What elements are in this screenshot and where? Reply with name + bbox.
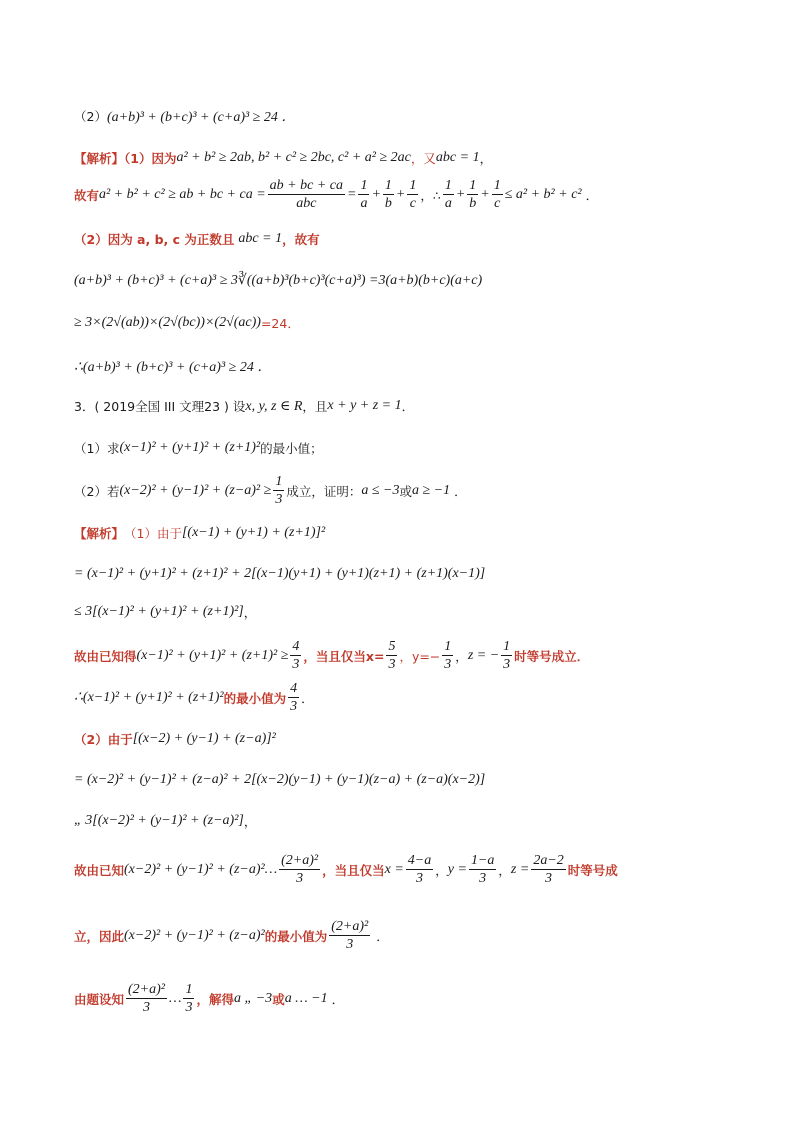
- text-prefix: 故由已知: [74, 862, 125, 878]
- solution-part2-conclusion: [74, 356, 754, 376]
- denominator: 3: [143, 1000, 150, 1016]
- denominator: 3: [545, 871, 553, 887]
- s3-part2-min: [74, 919, 754, 953]
- abc-condition: abc = 1: [435, 150, 480, 165]
- s3-part1-bound: [74, 603, 754, 621]
- denominator: 3: [479, 871, 487, 887]
- square-sum: [(x−2) + (y−1) + (z−a)]²: [132, 731, 276, 746]
- fraction: [183, 982, 194, 1016]
- punct: ．: [401, 399, 415, 414]
- abc-condition: abc = 1: [238, 231, 283, 246]
- numerator: (2+a)²: [279, 853, 320, 870]
- part2-text: （2）因为 a, b, c 为正数且: [74, 232, 235, 247]
- connector-text: ，又: [410, 151, 436, 166]
- fraction: [407, 178, 418, 212]
- q1-expression: (x−1)² + (y+1)² + (z+1)²: [119, 440, 261, 455]
- numerator: (2+a)²: [329, 919, 370, 936]
- or-text: 或: [399, 483, 412, 499]
- fraction: [386, 639, 397, 673]
- q1-label: （1）求: [74, 441, 120, 456]
- numerator: 1: [407, 178, 418, 195]
- numerator: 1: [273, 474, 284, 491]
- q2-statement: [74, 106, 754, 126]
- numerator: 2a−2: [531, 853, 565, 870]
- solution-1: a „ −3: [233, 990, 273, 1006]
- equality-text: ，当且仅当x=: [303, 648, 385, 664]
- solution-part2-amgm: [74, 272, 754, 289]
- fraction: [443, 178, 454, 212]
- cauchy-bound: ≤ 3[(x−1)² + (y+1)² + (z+1)²]: [74, 604, 244, 619]
- fraction: [273, 474, 284, 508]
- fraction: [268, 178, 345, 212]
- solution-part2-bound: [74, 314, 754, 332]
- fraction: [358, 178, 369, 212]
- fraction: [492, 178, 503, 212]
- numerator: 1−a: [469, 853, 496, 870]
- denominator: 3: [290, 699, 298, 715]
- fraction: [406, 853, 433, 887]
- amgm-inequality: (a+b)³ + (b+c)³ + (c+a)³ ≥ 3∛((a+b)³(b+c)³(c+a)³) =3(a+b)(b+c)(a+c): [74, 273, 483, 288]
- equals: =: [347, 186, 357, 202]
- inequality-rhs: ≤ a² + b² + c²: [504, 186, 582, 202]
- product-bound: ≥ 3×(2√(ab))×(2√(bc))×(2√(ac)): [74, 315, 261, 330]
- q2-text: 成立，证明：: [286, 483, 362, 499]
- expansion: = (x−2)² + (y−1)² + (z−a)² + 2[(x−2)(y−1) + (y−1)(z−a) + (z−a)(x−2)]: [74, 772, 486, 787]
- s3-part2-intro: [74, 730, 754, 748]
- numerator: 1: [492, 178, 503, 195]
- fraction: [469, 853, 496, 887]
- solve-text: ，解得: [196, 991, 234, 1007]
- denominator: 3: [185, 1000, 193, 1016]
- fraction: [279, 853, 320, 887]
- numerator: 4: [290, 639, 301, 656]
- s3-part1-equality: [74, 639, 754, 673]
- connector-text: ，且: [302, 399, 328, 414]
- min-text: 的最小值为: [223, 690, 287, 706]
- denominator: 3: [444, 657, 452, 673]
- denominator: b: [384, 196, 392, 212]
- solution-label: 【解析】（1）因为: [74, 151, 177, 166]
- problem-3-q2: [74, 474, 754, 508]
- expression: ∴(x−1)² + (y+1)² + (z+1)²: [74, 690, 224, 706]
- or-text: 或: [272, 991, 285, 1007]
- text-prefix: 立，因此: [74, 928, 125, 944]
- s3-part2-solve: [74, 982, 754, 1016]
- punct: ，: [243, 814, 257, 829]
- solution-2: a … −1: [284, 990, 328, 1006]
- z-value: z = −: [467, 647, 500, 663]
- y-value: y =: [447, 861, 467, 877]
- denominator: abc: [296, 196, 317, 212]
- solution-label: 【解析】: [74, 526, 125, 541]
- text-suffix: ，故有: [282, 232, 320, 247]
- denominator: 3: [416, 871, 424, 887]
- s3-part2-expand: [74, 772, 754, 788]
- s3-part2-bound: [74, 812, 754, 830]
- fraction: [467, 178, 478, 212]
- part2-text: （2）由于: [74, 732, 133, 747]
- solution-inequalities: a² + b² ≥ 2ab, b² + c² ≥ 2bc, c² + a² ≥ 2ac: [176, 150, 411, 165]
- fraction: [329, 919, 370, 953]
- expansion: = (x−1)² + (y+1)² + (z+1)² + 2[(x−1)(y+1) + (y+1)(z+1) + (z+1)(x−1)]: [74, 566, 486, 581]
- denominator: b: [469, 196, 477, 212]
- solution-part2-intro: [74, 230, 754, 248]
- denominator: 3: [275, 492, 283, 508]
- inequality: (x−1)² + (y+1)² + (z+1)² ≥: [136, 647, 289, 663]
- numerator: ab + bc + ca: [268, 178, 345, 195]
- result-value: =24．: [260, 316, 300, 331]
- expression: (x−2)² + (y−1)² + (z−a)²: [124, 927, 265, 943]
- plus: +: [395, 186, 406, 202]
- fraction: [442, 639, 453, 673]
- numerator: 1: [501, 639, 512, 656]
- therefore: ，∴: [420, 187, 441, 203]
- conclusion: ∴(a+b)³ + (b+c)³ + (c+a)³ ≥ 24 ．: [74, 360, 272, 375]
- fraction: [288, 681, 299, 715]
- plus: +: [371, 186, 381, 202]
- denominator: 3: [503, 657, 511, 673]
- punct: ．: [585, 187, 599, 203]
- punct: ，: [479, 151, 493, 166]
- y-value-text: ，y=−: [399, 648, 441, 664]
- part1-text: （1）由于: [124, 526, 182, 541]
- punct: ．: [454, 483, 467, 499]
- plus: +: [480, 186, 490, 202]
- problem-3-q1: [74, 439, 754, 457]
- x-value: x =: [384, 861, 404, 877]
- numerator: 1: [358, 178, 369, 195]
- inequality-lhs: a² + b² + c² ≥ ab + bc + ca =: [99, 186, 266, 202]
- numerator: 4−a: [406, 853, 433, 870]
- equality-text: ，当且仅当: [322, 862, 385, 878]
- denominator: a: [444, 196, 452, 212]
- denominator: 3: [388, 657, 396, 673]
- text-prefix: 故有: [74, 187, 100, 203]
- denominator: 3: [292, 657, 300, 673]
- fraction: [126, 982, 167, 1016]
- problem-3-statement: [74, 397, 754, 415]
- min-text: 的最小值为: [264, 928, 328, 944]
- square-sum: [(x−1) + (y+1) + (z+1)]²: [181, 525, 326, 540]
- punct: ，: [435, 862, 448, 878]
- denominator: a: [360, 196, 368, 212]
- punct: ，: [243, 605, 257, 620]
- denominator: c: [494, 196, 501, 212]
- bound-1: a ≤ −3: [361, 482, 400, 498]
- problem-number: 3．( 2019全国 III 文理23 ) 设: [74, 399, 246, 414]
- denominator: 3: [346, 937, 354, 953]
- text-suffix: 时等号成立．: [514, 648, 590, 664]
- solution-part1-derivation: [74, 178, 754, 212]
- cauchy-bound: „ 3[(x−2)² + (y−1)² + (z−a)²]: [74, 813, 244, 828]
- numerator: 5: [386, 639, 397, 656]
- fraction: [383, 178, 394, 212]
- denominator: c: [409, 196, 416, 212]
- fraction: [501, 639, 512, 673]
- q2-expression: (x−2)² + (y−1)² + (z−a)² ≥: [119, 482, 272, 498]
- numerator: 4: [288, 681, 299, 698]
- numerator: 1: [383, 178, 394, 195]
- geq-symbol: …: [168, 990, 182, 1006]
- numerator: 1: [443, 178, 454, 195]
- z-value: z =: [510, 861, 530, 877]
- q2-label: （2）: [74, 109, 107, 124]
- s3-part2-equality: [74, 853, 754, 887]
- q2-inequality: (a+b)³ + (b+c)³ + (c+a)³ ≥ 24 ．: [106, 110, 296, 125]
- domain-condition: x, y, z ∈ R: [245, 398, 303, 414]
- numerator: (2+a)²: [126, 982, 167, 999]
- numerator: 1: [467, 178, 478, 195]
- solution-part1-intro: [74, 149, 754, 167]
- numerator: 1: [183, 982, 194, 999]
- punct: ，: [498, 862, 511, 878]
- q2-label: （2）若: [74, 483, 120, 499]
- sum-condition: x + y + z = 1: [327, 398, 402, 413]
- punct: ，: [455, 648, 468, 664]
- inequality: (x−2)² + (y−1)² + (z−a)²…: [124, 861, 278, 877]
- plus: +: [455, 186, 466, 202]
- text-prefix: 由题设知: [74, 991, 125, 1007]
- punct: ．: [301, 690, 314, 706]
- numerator: 1: [442, 639, 453, 656]
- denominator: 3: [296, 871, 304, 887]
- fraction: [290, 639, 301, 673]
- bound-2: a ≥ −1: [412, 482, 451, 498]
- fraction: [531, 853, 565, 887]
- text-suffix: 时等号成: [567, 862, 618, 878]
- text-prefix: 故由已知得: [74, 648, 137, 664]
- q1-suffix: 的最小值；: [260, 441, 323, 456]
- punct: ．: [331, 991, 345, 1007]
- punct: ．: [376, 928, 389, 944]
- s3-part1-expand: [74, 566, 754, 582]
- s3-part1-intro: [74, 524, 754, 542]
- s3-part1-min: [74, 681, 754, 715]
